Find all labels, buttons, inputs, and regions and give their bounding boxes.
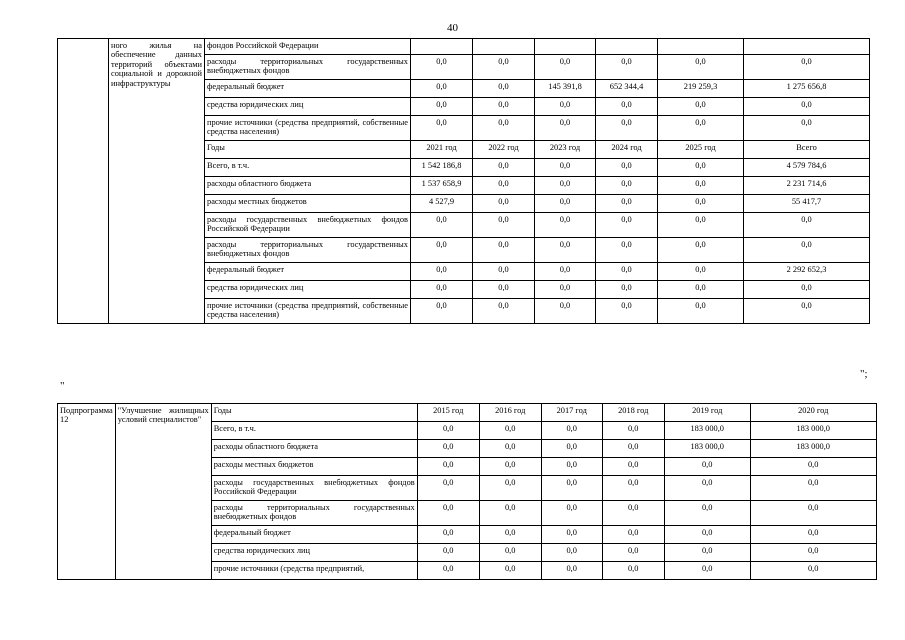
value-cell: 0,0: [417, 526, 479, 544]
program-code-cell: [58, 39, 109, 324]
value-cell: 0,0: [750, 476, 876, 501]
value-cell: 0,0: [473, 263, 535, 281]
value-cell: 0,0: [744, 238, 870, 263]
value-cell: 0,0: [411, 281, 473, 299]
value-cell: 2024 год: [596, 141, 658, 159]
value-cell: 0,0: [658, 98, 744, 116]
value-cell: 0,0: [658, 177, 744, 195]
value-cell: 0,0: [541, 476, 602, 501]
opening-quote-mark: ": [60, 380, 65, 392]
closing-quote-mark: ";: [860, 368, 868, 380]
value-cell: 0,0: [535, 281, 596, 299]
value-cell: 0,0: [479, 526, 541, 544]
value-cell: 0,0: [479, 501, 541, 526]
funding-source-label: Всего, в т.ч.: [205, 159, 411, 177]
value-cell: 0,0: [473, 55, 535, 80]
value-cell: 0,0: [417, 501, 479, 526]
funding-source-label: расходы государственных внебюджетных фондов Российской Федерации: [205, 213, 411, 238]
value-cell: 0,0: [658, 299, 744, 324]
value-cell: 0,0: [541, 422, 602, 440]
value-cell: [596, 39, 658, 55]
value-cell: 0,0: [411, 263, 473, 281]
value-cell: 0,0: [535, 159, 596, 177]
funding-source-label: Годы: [211, 404, 417, 422]
value-cell: 0,0: [664, 501, 750, 526]
funding-source-label: прочие источники (средства предприятий,: [211, 562, 417, 580]
value-cell: 0,0: [417, 544, 479, 562]
value-cell: 2021 год: [411, 141, 473, 159]
value-cell: 0,0: [479, 422, 541, 440]
value-cell: 0,0: [658, 263, 744, 281]
value-cell: 2022 год: [473, 141, 535, 159]
value-cell: 0,0: [535, 55, 596, 80]
funding-source-label: расходы территориальных государственных внебюджетных фондов: [211, 501, 417, 526]
value-cell: 183 000,0: [750, 440, 876, 458]
value-cell: 0,0: [417, 422, 479, 440]
value-cell: 0,0: [535, 263, 596, 281]
value-cell: 0,0: [541, 526, 602, 544]
value-cell: 0,0: [744, 116, 870, 141]
table-row: [58, 404, 877, 422]
value-cell: 0,0: [535, 213, 596, 238]
value-cell: 0,0: [411, 98, 473, 116]
value-cell: [535, 39, 596, 55]
value-cell: 0,0: [664, 476, 750, 501]
value-cell: 0,0: [473, 281, 535, 299]
value-cell: 0,0: [664, 526, 750, 544]
value-cell: 0,0: [417, 476, 479, 501]
value-cell: 0,0: [664, 544, 750, 562]
value-cell: 1 537 658,9: [411, 177, 473, 195]
value-cell: 2019 год: [664, 404, 750, 422]
funding-source-label: расходы территориальных государственных внебюджетных фондов: [205, 238, 411, 263]
value-cell: 0,0: [596, 55, 658, 80]
value-cell: 0,0: [535, 116, 596, 141]
page-number: 40: [447, 22, 458, 34]
value-cell: 0,0: [473, 116, 535, 141]
value-cell: 0,0: [744, 55, 870, 80]
value-cell: 0,0: [658, 116, 744, 141]
value-cell: 0,0: [744, 213, 870, 238]
value-cell: 0,0: [602, 422, 664, 440]
funding-source-label: федеральный бюджет: [205, 80, 411, 98]
value-cell: 0,0: [541, 544, 602, 562]
value-cell: 0,0: [479, 458, 541, 476]
value-cell: 183 000,0: [664, 440, 750, 458]
funding-source-label: прочие источники (средства предприятий, собственные средства населения): [205, 299, 411, 324]
value-cell: 0,0: [602, 526, 664, 544]
value-cell: 652 344,4: [596, 80, 658, 98]
value-cell: 0,0: [750, 501, 876, 526]
value-cell: 0,0: [479, 544, 541, 562]
value-cell: 2017 год: [541, 404, 602, 422]
value-cell: 0,0: [473, 299, 535, 324]
value-cell: 0,0: [596, 299, 658, 324]
value-cell: 0,0: [744, 98, 870, 116]
value-cell: Всего: [744, 141, 870, 159]
program-name-cell: ного жилья на обеспечение данных территорий объектами социальной и дорожной инфраструктуры: [109, 39, 205, 324]
table-row: [58, 39, 870, 55]
value-cell: 0,0: [596, 213, 658, 238]
value-cell: 0,0: [479, 440, 541, 458]
value-cell: 0,0: [664, 458, 750, 476]
value-cell: 0,0: [750, 544, 876, 562]
value-cell: 0,0: [541, 501, 602, 526]
value-cell: 1 542 186,8: [411, 159, 473, 177]
value-cell: 0,0: [411, 299, 473, 324]
funding-source-label: федеральный бюджет: [211, 526, 417, 544]
value-cell: [658, 39, 744, 55]
funding-source-label: прочие источники (средства предприятий, собственные средства населения): [205, 116, 411, 141]
value-cell: 2020 год: [750, 404, 876, 422]
value-cell: 0,0: [473, 159, 535, 177]
value-cell: 0,0: [658, 195, 744, 213]
value-cell: 0,0: [535, 98, 596, 116]
value-cell: [411, 39, 473, 55]
value-cell: 1 275 656,8: [744, 80, 870, 98]
value-cell: 0,0: [535, 177, 596, 195]
value-cell: 0,0: [596, 116, 658, 141]
value-cell: [744, 39, 870, 55]
value-cell: 0,0: [535, 238, 596, 263]
value-cell: 4 579 784,6: [744, 159, 870, 177]
value-cell: 0,0: [473, 80, 535, 98]
subprogram-12-funding-table: [57, 403, 877, 580]
value-cell: 0,0: [602, 501, 664, 526]
value-cell: 0,0: [411, 80, 473, 98]
funding-source-label: расходы местных бюджетов: [211, 458, 417, 476]
funding-source-label: фондов Российской Федерации: [205, 39, 411, 55]
funding-source-label: Всего, в т.ч.: [211, 422, 417, 440]
value-cell: 0,0: [658, 55, 744, 80]
funding-source-label: расходы областного бюджета: [205, 177, 411, 195]
value-cell: 0,0: [596, 177, 658, 195]
value-cell: 2015 год: [417, 404, 479, 422]
funding-source-label: средства юридических лиц: [205, 98, 411, 116]
value-cell: 0,0: [596, 195, 658, 213]
value-cell: 2 231 714,6: [744, 177, 870, 195]
value-cell: 0,0: [602, 458, 664, 476]
value-cell: 55 417,7: [744, 195, 870, 213]
funding-source-label: расходы областного бюджета: [211, 440, 417, 458]
value-cell: 0,0: [473, 238, 535, 263]
funding-source-label: расходы государственных внебюджетных фондов Российской Федерации: [211, 476, 417, 501]
value-cell: 0,0: [658, 281, 744, 299]
value-cell: 0,0: [411, 238, 473, 263]
value-cell: 4 527,9: [411, 195, 473, 213]
value-cell: 0,0: [417, 440, 479, 458]
value-cell: 183 000,0: [750, 422, 876, 440]
value-cell: 0,0: [744, 299, 870, 324]
value-cell: 0,0: [750, 526, 876, 544]
value-cell: 0,0: [596, 98, 658, 116]
value-cell: 183 000,0: [664, 422, 750, 440]
funding-source-label: расходы территориальных государственных внебюджетных фондов: [205, 55, 411, 80]
funding-source-label: расходы местных бюджетов: [205, 195, 411, 213]
program-name-cell: "Улучшение жилищных условий специалистов": [115, 404, 211, 580]
value-cell: 0,0: [664, 562, 750, 580]
value-cell: 0,0: [411, 55, 473, 80]
funding-table-continued: [57, 38, 870, 324]
value-cell: 2025 год: [658, 141, 744, 159]
value-cell: 0,0: [417, 458, 479, 476]
value-cell: 0,0: [596, 159, 658, 177]
funding-source-label: федеральный бюджет: [205, 263, 411, 281]
funding-source-label: средства юридических лиц: [205, 281, 411, 299]
value-cell: 0,0: [596, 238, 658, 263]
value-cell: 2023 год: [535, 141, 596, 159]
value-cell: 0,0: [473, 98, 535, 116]
funding-source-label: Годы: [205, 141, 411, 159]
value-cell: 0,0: [744, 281, 870, 299]
value-cell: 0,0: [602, 562, 664, 580]
value-cell: [473, 39, 535, 55]
value-cell: 219 259,3: [658, 80, 744, 98]
value-cell: 0,0: [750, 458, 876, 476]
value-cell: 0,0: [658, 213, 744, 238]
value-cell: 0,0: [596, 263, 658, 281]
value-cell: 0,0: [535, 195, 596, 213]
value-cell: 0,0: [596, 281, 658, 299]
program-code-cell: Подпрограмма 12: [58, 404, 116, 580]
value-cell: 0,0: [658, 238, 744, 263]
funding-source-label: средства юридических лиц: [211, 544, 417, 562]
value-cell: 0,0: [602, 476, 664, 501]
value-cell: 0,0: [541, 562, 602, 580]
value-cell: 0,0: [541, 440, 602, 458]
value-cell: 0,0: [411, 213, 473, 238]
value-cell: 0,0: [602, 440, 664, 458]
value-cell: 0,0: [535, 299, 596, 324]
value-cell: 145 391,8: [535, 80, 596, 98]
value-cell: 0,0: [417, 562, 479, 580]
value-cell: 0,0: [541, 458, 602, 476]
value-cell: 2018 год: [602, 404, 664, 422]
value-cell: 2016 год: [479, 404, 541, 422]
value-cell: 0,0: [473, 213, 535, 238]
value-cell: 0,0: [479, 562, 541, 580]
value-cell: 0,0: [750, 562, 876, 580]
value-cell: 0,0: [602, 544, 664, 562]
value-cell: 0,0: [473, 195, 535, 213]
value-cell: 2 292 652,3: [744, 263, 870, 281]
value-cell: 0,0: [411, 116, 473, 141]
value-cell: 0,0: [473, 177, 535, 195]
value-cell: 0,0: [479, 476, 541, 501]
value-cell: 0,0: [658, 159, 744, 177]
